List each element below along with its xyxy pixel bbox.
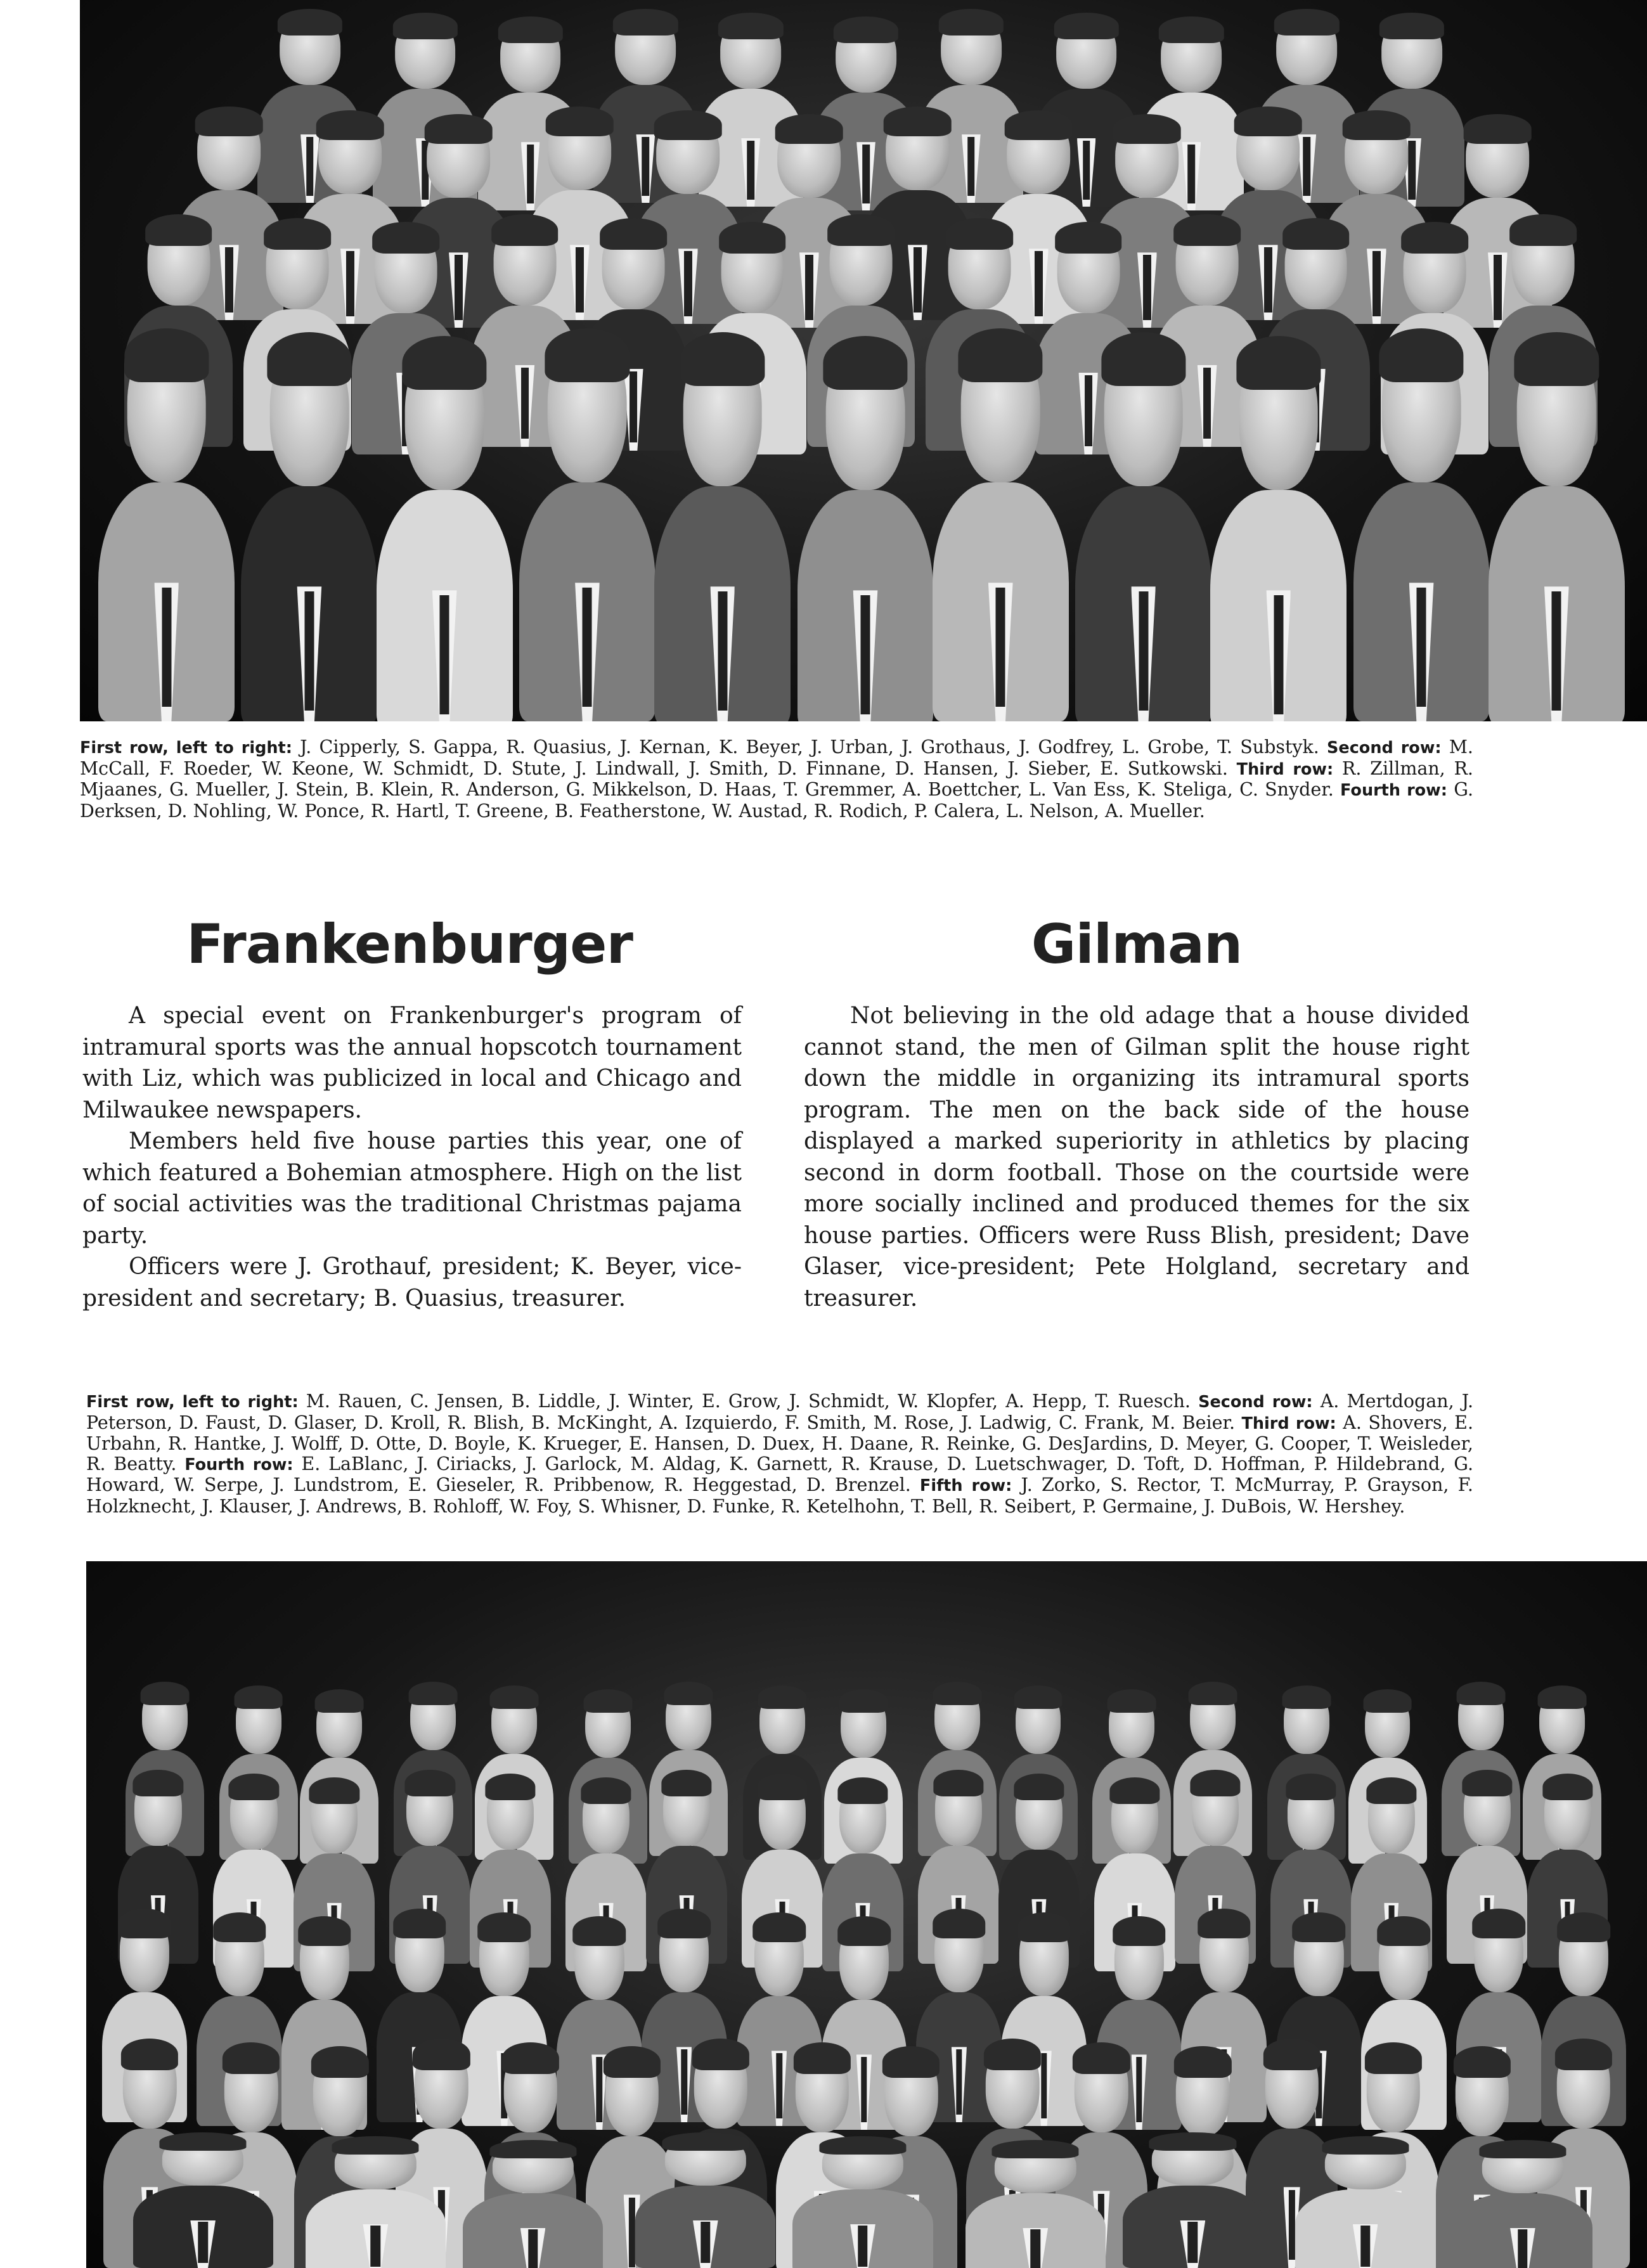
gilman-photo-caption <box>86 1391 1473 1516</box>
group-photo-person <box>1210 344 1347 721</box>
group-photo-person <box>1452 2142 1592 2268</box>
group-photo-person <box>1295 2139 1435 2268</box>
group-photo-person <box>98 336 235 721</box>
caption-row-names: J. Cipperly, S. Gappa, R. Quasius, J. Kernan, K. Beyer, J. Urban, J. Grothaus, J. Godfrey, L. Grobe, T. Substyk. <box>300 737 1319 757</box>
caption-row-label: First row, left to right: <box>80 738 292 757</box>
caption-row-label: First row, left to right: <box>86 1393 299 1412</box>
group-photo-person <box>1123 2135 1263 2268</box>
caption-row-names: G. Derksen, D. Nohling, W. Ponce, R. Hartl, T. Greene, B. Featherstone, W. Austad, R. Rodich, P. Calera, L. Nelson, A. Mueller. <box>80 779 1473 822</box>
group-photo-person <box>933 336 1069 721</box>
caption-row-label: Third row: <box>1241 1414 1336 1433</box>
group-photo-person <box>377 344 513 721</box>
caption-row-label: Fourth row: <box>184 1455 294 1474</box>
caption-row-names: R. Zillman, R. Mjaanes, G. Mueller, J. Stein, B. Klein, R. Anderson, G. Mikkelson, D. Haas, T. Gremmer, A. Boettcher, L. Van Ess, K. Steliga, C. Snyder. <box>80 757 1473 800</box>
article-paragraph: A special event on Frankenburger's program of intramural sports was the annual hopscotch tournament with Liz, which was publicized in local and Chicago and Milwaukee newspapers. <box>82 1003 742 1123</box>
group-photo-person <box>1353 336 1490 721</box>
caption-row-names: M. Rauen, C. Jensen, B. Liddle, J. Winter, E. Grow, J. Schmidt, W. Klopfer, A. Hepp, T. Ruesch. <box>306 1391 1191 1412</box>
caption-row-names: E. LaBlanc, J. Ciriacks, J. Garlock, M. Aldag, K. Garnett, R. Krause, D. Luetschwager, D. Toft, D. Hoffman, P. Hildebrand, G. Howard, W. Serpe, J. Lundstrom, E. Gieseler, R. Pribbenow, R. Heggestad, D. Brenzel. <box>86 1453 1474 1495</box>
group-photo-person <box>635 2135 775 2268</box>
group-photo-person <box>966 2142 1106 2268</box>
group-photo-person <box>1489 340 1625 721</box>
frankenburger-article <box>82 1000 742 1314</box>
group-photo-person <box>241 340 377 721</box>
group-photo-person <box>792 2139 933 2268</box>
group-photo-person <box>519 336 656 721</box>
frankenburger-group-photo <box>80 0 1647 721</box>
caption-row-names: A. Shovers, E. Urbahn, R. Hantke, J. Wolff, D. Otte, D. Boyle, K. Krueger, E. Hansen, D. Duex, H. Daane, R. Reinke, G. DesJardins, D. Meyer, G. Cooper, T. Weisleder, R. Beatty. <box>86 1412 1474 1474</box>
group-photo-person <box>654 340 791 721</box>
group-photo-person <box>798 344 934 721</box>
group-photo-person <box>133 2135 273 2268</box>
caption-row-label: Second row: <box>1327 738 1442 757</box>
caption-row-names: A. Mertdogan, J. Peterson, D. Faust, D. Glaser, D. Kroll, R. Blish, B. McKinght, A. Izquierdo, F. Smith, M. Rose, J. Ladwig, C. Frank, M. Beier. <box>86 1391 1474 1433</box>
caption-row-names: M. McCall, F. Roeder, W. Keone, W. Schmidt, D. Stute, J. Lindwall, J. Smith, D. Finnane, D. Hansen, J. Sieber, E. Sutkowski. <box>80 737 1473 779</box>
group-photo-person <box>306 2139 446 2268</box>
article-paragraph: Not believing in the old adage that a house divided cannot stand, the men of Gilman split the house right down the middle in organizing its intramural sports program. The men on the back side of the house displayed a marked superiority in athletics by placing second in dorm football. Those on the courtside were more socially inclined and produced themes for the six house parties. Officers were Russ Blish, president; Dave Glaser, vice-president; Pete Holgland, secretary and treasurer. <box>804 1003 1469 1311</box>
caption-row-label: Fifth row: <box>919 1476 1012 1495</box>
caption-row-label: Fourth row: <box>1340 781 1447 800</box>
article-paragraph: Members held five house parties this year, one of which featured a Bohemian atmosphere. High on the list of social activities was the traditional Christmas pajama party. <box>82 1128 742 1249</box>
frankenburger-heading: Frankenburger <box>186 913 633 976</box>
gilman-heading: Gilman <box>1031 913 1243 976</box>
gilman-group-photo <box>86 1561 1647 2268</box>
caption-row-names: J. Zorko, S. Rector, T. McMurray, P. Grayson, F. Holzknecht, J. Klauser, J. Andrews, B. Rohloff, W. Foy, S. Whisner, D. Funke, R. Ketelhohn, T. Bell, R. Seibert, P. Germaine, J. DuBois, W. Hershey. <box>86 1474 1473 1517</box>
group-photo-person <box>1075 340 1211 721</box>
caption-row-label: Third row: <box>1236 759 1334 779</box>
caption-row-label: Second row: <box>1198 1393 1313 1412</box>
frankenburger-photo-caption <box>80 737 1473 821</box>
article-paragraph: Officers were J. Grothauf, president; K. Beyer, vice-president and secretary; B. Quasius, treasurer. <box>82 1254 742 1311</box>
group-photo-person <box>463 2142 603 2268</box>
gilman-article <box>804 1000 1469 1314</box>
